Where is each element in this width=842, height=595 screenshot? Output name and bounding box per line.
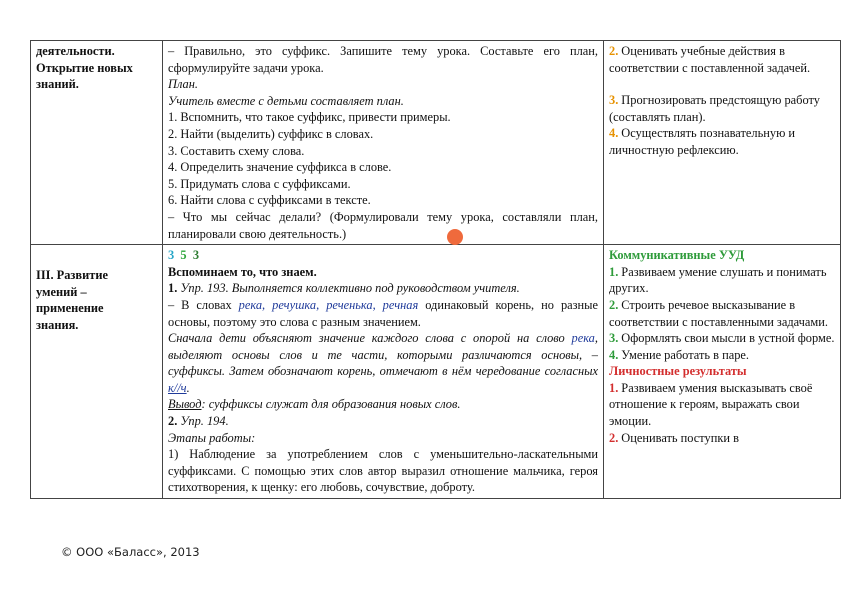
exercise-num: 1. — [168, 281, 178, 296]
highlight-letters: к//ч — [168, 380, 187, 395]
plan-note: Учитель вместе с детьми составляет план. — [168, 93, 404, 108]
stage-step: 1) Наблюдение за употреблением слов с уменьшительно-ласкательными суффиксами. С помощью этих слов автор выразил отношение мальчика, героя стихотворения, к щенку: его любовь, сочувствие, доброту. — [168, 447, 598, 495]
plan-item: 2. Найти (выделить) суффикс в словах. — [168, 126, 374, 141]
text-run: Сначала дети объясняют значение каждого слова с опорой на слово — [168, 331, 572, 346]
uud-num: 2. — [609, 430, 619, 445]
highlight-word: река — [571, 331, 595, 346]
uud-item — [609, 347, 835, 364]
uud-item — [609, 330, 835, 347]
conclusion — [168, 396, 598, 413]
exercise-num: 2. — [168, 414, 178, 429]
stage-line: деятельности. — [36, 44, 115, 58]
exercise-text: Упр. 193. Выполняется коллективно под руководством учителя. — [180, 281, 520, 296]
uud-num: 3. — [609, 331, 619, 346]
text-run: – В словах — [168, 297, 239, 312]
plan-item: 3. Составить схему слова. — [168, 143, 305, 158]
uud-num: 1. — [609, 380, 619, 395]
content-cell — [163, 245, 604, 499]
plan-item: 4. Определить значение суффикса в слове. — [168, 160, 392, 175]
text-run: . — [186, 380, 190, 395]
stage-line: умений – — [36, 284, 87, 299]
cursor-dot — [447, 229, 463, 245]
stage-line: знания. — [36, 317, 79, 332]
uud-num: 3. — [609, 93, 619, 108]
uud-text: Оценивать учебные действия в соответствии с поставленной задачей. — [609, 44, 811, 75]
stage-cell — [31, 245, 163, 499]
uud-num: 2. — [609, 44, 619, 58]
lesson-table — [30, 40, 841, 499]
uud-num: 4. — [609, 347, 619, 362]
number-green: 5 — [180, 248, 187, 263]
uud-item — [609, 92, 835, 125]
uud-num: 2. — [609, 297, 619, 312]
stages-label: Этапы работы: — [168, 430, 256, 445]
uud-text: Прогнозировать предстоящую работу (составлять план). — [609, 93, 820, 124]
number-dark-green: 3 — [192, 248, 200, 263]
uud-text: Строить речевое высказывание в соответствии с поставленными задачами. — [609, 297, 828, 329]
uud-item — [609, 297, 835, 330]
uud-text: Оценивать поступки в — [621, 430, 739, 445]
stage-line: Открытие новых — [36, 60, 133, 75]
uud-item — [609, 125, 835, 158]
stage-cell — [31, 41, 163, 245]
uud-text: Развиваем умение слушать и понимать других. — [609, 264, 827, 296]
stage-line: применение — [36, 301, 104, 316]
content-cell — [163, 41, 604, 245]
stage-line: III. Развитие — [36, 268, 108, 283]
exercise-2 — [168, 413, 598, 430]
personal-title: Личностные результаты — [609, 364, 747, 379]
plan-item: 1. Вспомнить, что такое суффикс, привести примеры. — [168, 110, 451, 125]
uud-cell — [604, 41, 841, 245]
uud-num: 4. — [609, 126, 619, 141]
section-heading: Вспоминаем то, что знаем. — [168, 264, 317, 279]
paragraph — [168, 330, 598, 396]
comm-title: Коммуникативные УУД — [609, 248, 745, 263]
table-row — [31, 245, 841, 499]
uud-item — [609, 43, 835, 76]
table-row — [31, 41, 841, 245]
exercise-1 — [168, 280, 598, 297]
closing-text: – Что мы сейчас делали? (Формулировали тему урока, составляли план, планировали свою деятельность.) — [168, 209, 598, 241]
intro-text: – Правильно, это суффикс. Запишите тему урока. Составьте его план, сформулируйте задачи урока. — [168, 44, 598, 75]
exercise-text: Упр. 194. — [180, 414, 229, 429]
number-cyan: 3 — [168, 248, 175, 263]
uud-item — [609, 380, 835, 430]
plan-item: 5. Придумать слова с суффиксами. — [168, 176, 351, 191]
uud-item — [609, 264, 835, 297]
text-run: одинаковый корень, но разные основы, поэтому это слова с разным значением. — [168, 297, 598, 329]
conclusion-text: : суффиксы служат для образования новых слов. — [201, 397, 461, 412]
plan-item: 6. Найти слова с суффиксами в тексте. — [168, 193, 371, 208]
copyright-footer: © ООО «Баласс», 2013 — [61, 545, 200, 559]
paragraph — [168, 297, 598, 330]
uud-text: Осуществлять познавательную и личностную рефлексию. — [609, 126, 796, 157]
uud-text: Оформлять свои мысли в устной форме. — [621, 331, 835, 346]
uud-cell — [604, 245, 841, 499]
conclusion-label: Вывод — [168, 397, 202, 412]
stage-line: знаний. — [36, 77, 79, 92]
text-run: , выделяют основы слов и те части, которыми различаются основы, – суффиксы. Затем обозначают корень, отмечают в нём чередование согласных — [168, 331, 598, 379]
uud-text: Развиваем умения высказывать своё отношение к героям, выражать свои эмоции. — [609, 380, 813, 429]
highlight-words: река, речушка, реченька, речная — [238, 297, 419, 312]
plan-label: План. — [168, 77, 198, 92]
uud-num: 1. — [609, 264, 619, 279]
color-numbers — [168, 247, 598, 264]
uud-text: Умение работать в паре. — [621, 347, 749, 362]
uud-item — [609, 430, 835, 447]
